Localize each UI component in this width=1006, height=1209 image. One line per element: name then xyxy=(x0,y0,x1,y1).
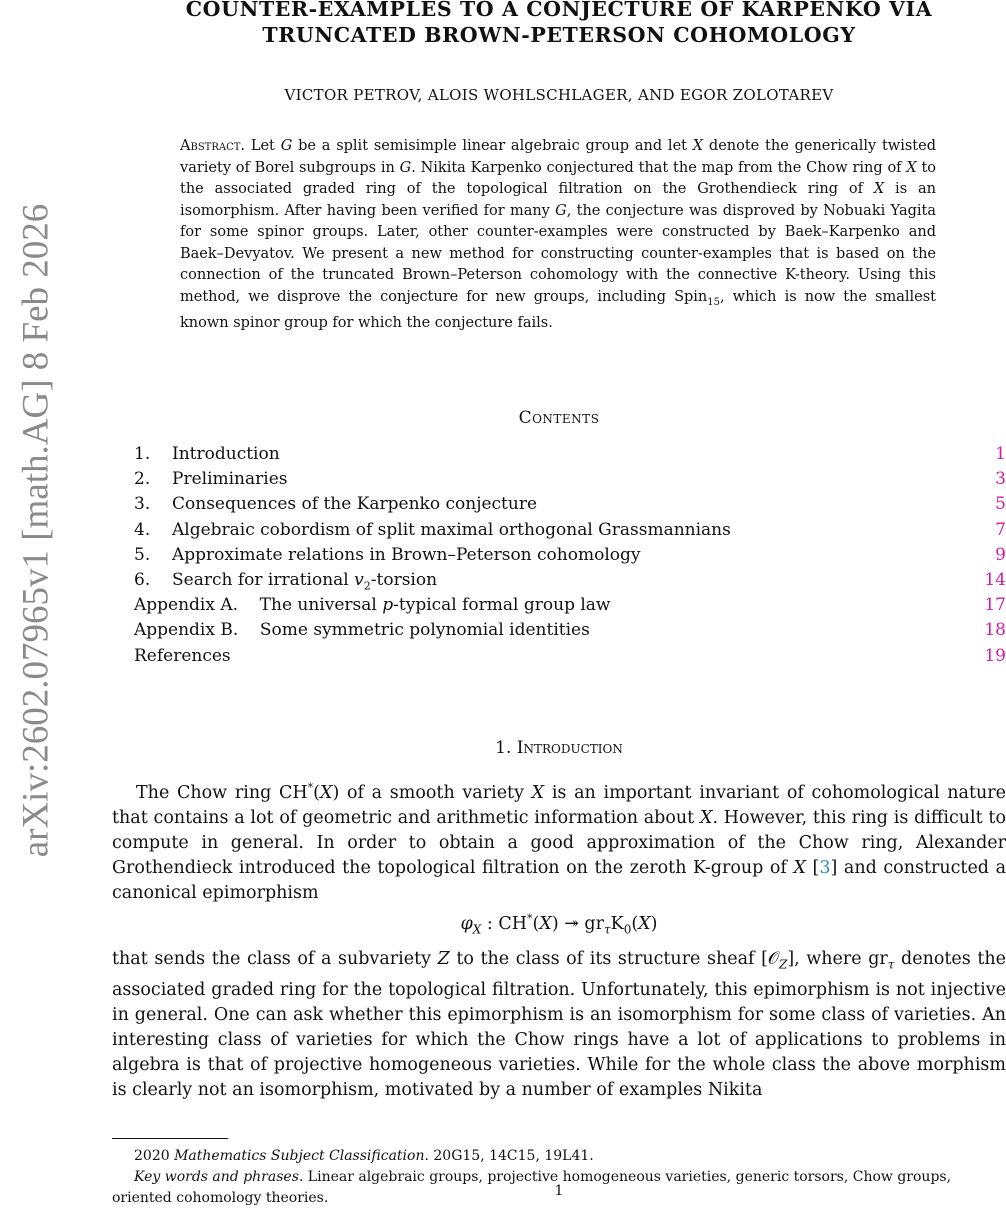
paper-title-line-1: COUNTER-EXAMPLES TO A CONJECTURE OF KARPENKO VIA xyxy=(185,0,933,21)
toc-entry-title: Preliminaries xyxy=(172,469,288,490)
arxiv-stamp xyxy=(14,150,58,910)
arxiv-stamp-text: arXiv:2602.07965v1 [math.AG] 8 Feb 2026 xyxy=(15,203,57,857)
toc-entry-page-link[interactable]: 1 xyxy=(995,444,1006,464)
toc-entry[interactable] xyxy=(134,570,1006,595)
toc-entry[interactable] xyxy=(134,469,1006,494)
intro-paragraph-1: The Chow ring CH*(X) of a smooth variety X is an important invariant of cohomological nature that contains a lot of geometric and arithmetic information about X. However, this ring is difficult to compute in general. In order to obtain a good approximation of the Chow ring, Alexander Grothendieck introduced the topological filtration on the zeroth K-group of X [3] and constructed a canonical epimorphism xyxy=(112,781,1006,903)
intro-paragraph-2: that sends the class of a subvariety Z to the class of its structure sheaf [𝒪$_Z$], where $gr_\tau$ denotes the associated graded ring for the topological filtration. Unfortunately, this epimorphism is not injective in general. One can ask whether this epimorphism is an isomorphism for some class of varieties. An interesting class of varieties for which the Chow rings have a lot of applications to problems in algebra is that of projective homogeneous varieties. While for the whole class the above morphism is clearly not an isomorphism, motivated by a number of examples Nikita xyxy=(112,949,1006,1100)
footnote-msc: 2020 Mathematics Subject Classification. 20G15, 14C15, 19L41. xyxy=(134,1148,594,1164)
table-of-contents xyxy=(134,444,1006,671)
toc-entry-page-link[interactable]: 7 xyxy=(995,519,1006,540)
toc-entry[interactable] xyxy=(134,494,1006,519)
toc-entry-title: Consequences of the Karpenko conjecture xyxy=(172,494,538,515)
toc-entry-number: 3. xyxy=(134,494,151,515)
abstract-label: Abstract. xyxy=(180,138,246,154)
abstract xyxy=(180,136,936,334)
toc-entry-title: Appendix B. Some symmetric polynomial identities xyxy=(134,620,590,641)
toc-entry-page-link[interactable]: 17 xyxy=(984,595,1006,616)
toc-entry[interactable] xyxy=(134,444,1006,469)
authors: VICTOR PETROV, ALOIS WOHLSCHLAGER, AND EGOR ZOLOTAREV xyxy=(284,86,834,104)
toc-entry[interactable] xyxy=(134,620,1006,645)
abstract-text: Let G be a split semisimple linear algebraic group and let X denote the generically twisted variety of Borel subgroups in G. Nikita Karpenko conjectured that the map from the Chow ring of X to the associated graded ring of the topological filtration on the Grothendieck ring of X is an isomorphism. After having been verified for many G, the conjecture was disproved by Nobuaki Yagita for some spinor groups. Later, other counter-examples were constructed by Baek–Karpenko and Baek–Devyatov. We present a new method for constructing counter-examples that is based on the connection of the truncated Brown–Peterson cohomology with the connective K-theory. Using this method, we disprove the conjecture for new groups, including Spin$_{15}$, which is now the smallest known spinor group for which the conjecture fails. xyxy=(180,138,936,331)
section-number: 1. xyxy=(495,738,512,758)
toc-entry-page-link[interactable]: 18 xyxy=(984,620,1006,641)
footnote-keywords: Key words and phrases. Linear algebraic groups, projective homogeneous varieties, generic torsors, Chow groups, oriented cohomology theories. xyxy=(112,1169,952,1206)
epimorphism-formula: $\varphi_X$ : CH*(X) ↠ $gr_\tau K_0(X)$ xyxy=(460,912,658,937)
toc-entry-page-link[interactable]: 19 xyxy=(984,645,1006,666)
contents-heading: Contents xyxy=(518,408,600,428)
toc-entry-title: Search for irrational $v_2$-torsion xyxy=(172,569,438,593)
toc-entry-title: Appendix A. The universal p-typical formal group law xyxy=(134,595,611,616)
page-number: 1 xyxy=(554,1183,564,1199)
toc-entry-page-link[interactable]: 14 xyxy=(984,569,1006,590)
toc-entry-number: 5. xyxy=(134,544,151,565)
toc-entry[interactable] xyxy=(134,520,1006,545)
toc-entry-title: Algebraic cobordism of split maximal orthogonal Grassmannians xyxy=(172,519,731,540)
toc-entry[interactable] xyxy=(134,595,1006,620)
toc-entry-number: 2. xyxy=(134,469,151,490)
section-heading-introduction xyxy=(112,738,1006,758)
toc-entry-page-link[interactable]: 5 xyxy=(995,494,1006,515)
toc-entry-number: 1. xyxy=(134,444,151,464)
toc-entry-page-link[interactable]: 9 xyxy=(995,544,1006,565)
toc-entry-title: Approximate relations in Brown–Peterson cohomology xyxy=(172,544,641,565)
paper-title-line-2: TRUNCATED BROWN-PETERSON COHOMOLOGY xyxy=(262,23,856,47)
section-title: Introduction xyxy=(516,738,623,758)
toc-entry[interactable] xyxy=(134,646,1006,671)
toc-entry[interactable] xyxy=(134,545,1006,570)
paper-title xyxy=(112,0,1006,48)
toc-entry-number: 6. xyxy=(134,569,151,590)
toc-entry-page-link[interactable]: 3 xyxy=(995,469,1006,490)
toc-entry-number: 4. xyxy=(134,519,151,540)
toc-entry-title: Introduction xyxy=(172,444,280,464)
footnote-rule xyxy=(112,1138,228,1139)
toc-entry-title: References xyxy=(134,645,231,666)
